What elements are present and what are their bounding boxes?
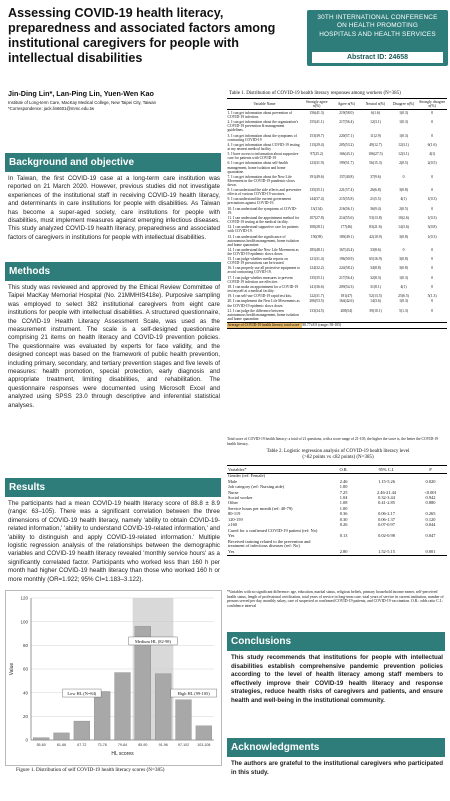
table-row bbox=[227, 197, 447, 206]
table1-cell: 217(56.4) bbox=[339, 275, 354, 280]
table1-cell: 155(41.1) bbox=[309, 120, 324, 125]
table2-cell: 0.942 bbox=[425, 495, 436, 501]
table2-cell: Gender (ref: Female) bbox=[228, 473, 266, 479]
table2-header-cell: O.R. bbox=[328, 466, 359, 474]
table-row bbox=[227, 133, 447, 142]
table2-cell: 0.07-0.97 bbox=[378, 522, 395, 528]
table1-cell: 2(0.5) bbox=[399, 206, 408, 211]
conclusions-text: This study recommends that institutions for people with intellectual disabilities establish comprehensive pandemic prevention policies according to the level of health literacy among staff members to effectively improve their COVID-19 health literacy and response strategies, reduce health risks of caregivers and patients, and ensure health and well-being in the institutional community. bbox=[231, 654, 443, 704]
table1-cell: 1. I can get information about prevention of COVID-19 infection. bbox=[227, 111, 293, 120]
table1-cell: 217(56.4) bbox=[339, 120, 354, 125]
x-tick-label: 55-60 bbox=[36, 743, 46, 747]
histogram-bar bbox=[155, 674, 171, 740]
acknowledgments-heading: Acknowledgments bbox=[227, 738, 445, 757]
table1-cell: 3(0.8) bbox=[399, 234, 408, 239]
table2-cell: 7.25 bbox=[339, 489, 348, 495]
table1-cell: 164(42.6) bbox=[339, 299, 354, 304]
table1-cell: 4(1) bbox=[400, 284, 407, 289]
affiliation: Institute of Long-term Care, MacKay Medical College, New Taipei City, Taiwan bbox=[8, 100, 157, 105]
poster-title: Assessing COVID-19 health literacy, preparedness and associated factors among institutional caregivers for people with intellectual disabilities bbox=[8, 6, 276, 65]
table1-cell: 0 bbox=[431, 174, 434, 179]
table2-cell: Service hours per month (ref: 40-79) bbox=[228, 505, 293, 511]
table1-cell: 224(58.2) bbox=[339, 266, 354, 271]
table2-note: *Variables with no significant difference: age, education, marital status, religious beliefs, primary household income earner, self-perceived health status, length of professional certification, total years of service in long-term care, total years of service in current institution, number of persons served per day, monthly salary, care of suspected or confirmed COVID-19 patients, and COVID-19 vaccination. O.R.: odds ratio C.I.: confidence interval bbox=[227, 590, 444, 608]
table1-cell: 4(1) bbox=[429, 152, 436, 157]
table1-cell: 216(56.1) bbox=[339, 206, 354, 211]
table2-cell: 1.04 bbox=[339, 495, 348, 501]
acknowledgments-text: The authors are grateful to the institutional caregivers who participated in this study. bbox=[231, 760, 443, 776]
affiliation-block bbox=[8, 100, 223, 112]
table1-cell: 15. I can judge whether media reports on COVID-19 precautions can be trusted. bbox=[227, 257, 288, 266]
group-label: Low HL (N=84) bbox=[67, 691, 97, 697]
methods-heading: Methods bbox=[5, 262, 221, 281]
y-tick-label: 60 bbox=[22, 666, 28, 672]
table1-cell: 189(49.1) bbox=[339, 234, 354, 239]
table1-cell: 11. I can understand the appointment method for COVID-19 testing at the medical facility. bbox=[227, 215, 300, 224]
table1-cell: 1(0.3) bbox=[399, 275, 408, 280]
histogram-bar bbox=[33, 738, 49, 740]
table1-cell: 31(8.1) bbox=[370, 284, 381, 289]
table1-cell: 1(0.3) bbox=[399, 299, 408, 304]
table-row bbox=[227, 308, 447, 322]
table2-cell: Male bbox=[228, 478, 238, 484]
table1-cell: 36(9.4) bbox=[370, 206, 381, 211]
table1-cell: 12(3.1) bbox=[398, 152, 409, 157]
table2-cell: 0.13 bbox=[339, 533, 348, 539]
table2-header-cell: P bbox=[414, 466, 447, 474]
table-row bbox=[227, 161, 447, 174]
table1-cell: 3(0.8) bbox=[399, 188, 408, 193]
table1 bbox=[227, 98, 447, 329]
table1-cell: 1(0.3) bbox=[427, 197, 437, 202]
table1-cell: 18. I can make an appointment for a COVID-19 test myself at a medical facility. bbox=[227, 284, 299, 294]
y-tick-label: 100 bbox=[20, 619, 28, 625]
table2-cell: 0.41-2.85 bbox=[378, 500, 395, 506]
results-heading: Results bbox=[5, 478, 221, 497]
histogram-bar bbox=[54, 733, 70, 740]
table1-cell: 0 bbox=[431, 247, 434, 252]
table1-cell: 1(0.3) bbox=[399, 133, 408, 138]
table-row bbox=[227, 234, 447, 247]
y-tick-label: 20 bbox=[22, 713, 28, 719]
histogram-bar bbox=[176, 700, 192, 740]
table1-note: Total score of COVID-19 health literacy: a total of 21 questions, with a score range of 21-105, the higher the score is, the better the COVID-19 health literacy. bbox=[227, 437, 439, 446]
table2-cell: Received training related to the prevention and treatment of infectious diseases (ref: No) bbox=[228, 538, 311, 549]
table2-cell: 80-119 bbox=[228, 511, 241, 517]
table1-cell: 196(50.9) bbox=[339, 257, 354, 262]
table1-cell: 0 bbox=[431, 266, 434, 271]
table2 bbox=[227, 465, 447, 556]
table2-cell bbox=[328, 539, 359, 549]
table1-cell: 167(43.4) bbox=[339, 247, 354, 252]
table1-cell: 4(1) bbox=[400, 197, 407, 202]
table1-cell: 21. I can judge the difference between autonomous health management, home isolation and home quarantine. bbox=[227, 308, 299, 321]
table1-cell: 83(21.6) bbox=[369, 225, 382, 230]
table1-cell: 16. I can properly use all protective equipment to avoid contracting COVID-19. bbox=[227, 266, 301, 275]
table2-cell: 0.044 bbox=[425, 522, 436, 528]
results-text: The participants had a mean COVID-19 health literacy score of 88.8 ± 8.9 (range: 63–105). There was a significant correlation between the three dimensions of COVID-19 health literacy, namely 'ability to obtain COVID-19-related information,' 'ability to understand COVID-19-related information,' and 'ability to distinguish and apply COVID-19-related information.' Multiple logistic regression analysis of the relationships between the demographic variables and COVID-19 health literacy revealed 'monthly service hours' as a significantly correlated factor. Participants who worked less than 160 h per month had higher COVID-19 health literacy than those who worked 160 h or more monthly (OR=1.922; 95% CI=1.183–3.122). bbox=[8, 500, 220, 583]
group-label: High HL (99-105) bbox=[177, 691, 210, 697]
table1-cell: 52(13.5) bbox=[369, 294, 382, 299]
table2-cell: 120-159 bbox=[228, 516, 243, 522]
table-row bbox=[227, 215, 447, 224]
table1-cell: 8. I can understand the side effects and preventive effects of various COVID-19 vaccines. bbox=[227, 188, 302, 197]
table1-cell: 221(57.4) bbox=[339, 188, 354, 193]
table-row bbox=[227, 275, 447, 284]
table1-cell: 1(0.3) bbox=[399, 120, 408, 125]
table2-cell: <0.001 bbox=[424, 489, 437, 495]
table-row bbox=[227, 257, 447, 266]
table1-cell: 1(0.3) bbox=[427, 215, 437, 220]
background-text: In Taiwan, the first COVID-19 case at a long-term care institution was reported on 21 March 2020. However, previous studies did not investigate experiences of the institutional staff in receiving COVID-19 health literacy, and determinants in care institutions for people with disabilities. As Taiwan has become a super-aged society, care institutions for people with disabilities, must implement measures against emerging infectious diseases. This study analyzed COVID-19 health literacy, preparedness and associated factors of caregivers in institutions for people with intellectual disabilities. bbox=[8, 175, 220, 241]
table1-cell: 0 bbox=[431, 308, 434, 313]
table1-cell: 215(55.8) bbox=[339, 197, 354, 202]
table2-cell bbox=[359, 539, 414, 549]
x-tick-label: 97-102 bbox=[177, 743, 190, 747]
table1-cell: 42(10.9) bbox=[369, 234, 382, 239]
table1-cell: 14. I can understand the New Life Movement as the COVID-19 epidemic slows down. bbox=[227, 247, 299, 256]
table1-cell: 5. I have access to information about supportive care for patients with COVID-19 bbox=[227, 152, 299, 161]
table2-header-cell: 95% C.I. bbox=[359, 466, 414, 474]
table1-cell: 0 bbox=[431, 299, 434, 304]
table1-cell: 177(46) bbox=[340, 225, 353, 230]
table1-cell: 21(5.5) bbox=[370, 197, 381, 202]
table2-cell: 0.880 bbox=[425, 500, 436, 506]
x-tick-label: 61-66 bbox=[56, 743, 67, 747]
table1-cell: 56(15.3) bbox=[369, 161, 382, 166]
table1-cell: 0 bbox=[402, 174, 405, 179]
table2-cell: 0.265 bbox=[425, 511, 436, 517]
group-label: Medium HL (82-98) bbox=[135, 638, 171, 644]
y-axis-label: Value bbox=[9, 662, 15, 676]
methods-text: This study was reviewed and approved by the Ethical Review Committee of Taipei MacKay Memorial Hospital (No. 21MMHIS418e). Purposive sampling was employed to select 382 institutional caregivers from eight care institutions for people with intellectual disabilities. A structured questionnaire, the COVID-19 Health Literacy Assessment Scale, was used as the measurement instrument. The scale is a self-designed questionnaire comprising 21 items on health literacy and COVID-19 prevention policies. The questionnaire was evaluated by experts for face validity, and the designed concept was based on the framework of public health prevention, including primary, secondary, and tertiary prevention stages and five levels of measures: health promotion, special protection, early diagnosis and appropriate treatment, limiting disabilities, and rehabilitation. The questionnaire responses were documented using Microsoft Excel and analyzed using SPSS 23.0 through descriptive and inferential statistical analyses. bbox=[8, 284, 220, 409]
table1-cell: 2. I can get information about the organization's COVID-19 prevention & management guidelines. bbox=[227, 120, 299, 133]
table2-cell: Other bbox=[228, 500, 238, 506]
table1-cell: 17. I can judge whether measures to prevent COVID-19 infection are effective. bbox=[227, 275, 293, 284]
x-axis-label: HL scores bbox=[111, 751, 134, 757]
table-row bbox=[227, 225, 447, 234]
table1-cell: 6. I can get information about self-health management, home isolation and home quarantine. bbox=[227, 161, 288, 174]
table1-header-cell: Strongly agree n(%) bbox=[302, 99, 332, 110]
table-row bbox=[227, 266, 447, 275]
table1-cell: 185(48.1) bbox=[309, 247, 324, 252]
conference-line: HOSPITALS AND HEALTH SERVICES bbox=[319, 30, 436, 38]
x-tick-label: 85-90 bbox=[138, 743, 148, 747]
x-tick-label: 67-72 bbox=[77, 743, 87, 747]
table2-cell: 0.120 bbox=[425, 516, 436, 522]
x-tick-label: 91-96 bbox=[158, 743, 168, 747]
table-row bbox=[227, 206, 447, 215]
table1-header-cell: Disagree n(%) bbox=[390, 99, 418, 110]
table-row bbox=[227, 188, 447, 197]
table1-cell: 0 bbox=[431, 275, 434, 280]
table1-cell: 3(0.8) bbox=[399, 257, 408, 262]
table1-cell: 0 bbox=[402, 247, 405, 252]
table1-cell: 3(0.8) bbox=[427, 225, 437, 230]
table2-cell: Job category (ref: Nursing aide) bbox=[228, 484, 285, 490]
table1-cell: 181(47) bbox=[340, 294, 353, 299]
table1-cell: 5(1.3) bbox=[399, 308, 408, 313]
table1-cell: 3. I can get information about the symptoms of contracting COVID-19 bbox=[227, 133, 297, 142]
table1-cell: 107(27.8) bbox=[309, 215, 324, 220]
table1-cell: 199(51.7) bbox=[339, 161, 354, 166]
table2-cell: Social worker bbox=[228, 495, 253, 501]
table1-cell: 49(12.7) bbox=[369, 142, 382, 147]
table2-title-block bbox=[229, 449, 447, 461]
histogram-bar bbox=[196, 726, 212, 740]
table1-cell: 1(0.3) bbox=[427, 234, 437, 239]
table2-cell: Yes bbox=[228, 533, 235, 539]
table1-cell: 123(31.9) bbox=[309, 161, 324, 166]
conference-line: ON HEALTH PROMOTING bbox=[336, 22, 419, 30]
table1-cell: 166(43.1) bbox=[339, 152, 354, 157]
table1-header-cell: Neutral n(%) bbox=[361, 99, 390, 110]
table1-cell: 9. I can understand the current government precautions against COVID-19. bbox=[227, 197, 291, 206]
table2-cell: 1.08 bbox=[339, 500, 348, 506]
table1-cell: 124(32.2) bbox=[309, 266, 324, 271]
table1-cell: 3(0.8) bbox=[399, 266, 408, 271]
table1-cell: 209(54.3) bbox=[339, 284, 354, 289]
table2-cell: 1.00 bbox=[339, 505, 348, 511]
table-row bbox=[227, 550, 447, 556]
table1-cell: 220(57.1) bbox=[339, 133, 354, 138]
table1-cell: 13(134) bbox=[310, 206, 323, 211]
table1-cell: 19. I can self-use COVID-19 rapid test kits. bbox=[227, 294, 292, 299]
table1-cell: 141(36.6) bbox=[309, 284, 324, 289]
table1-cell: 10(2.6) bbox=[398, 215, 409, 220]
table1-title: Table 1. Distribution of COVID-19 health literacy responses among workers (N=385) bbox=[229, 91, 401, 96]
background-heading: Background and objective bbox=[5, 153, 221, 172]
table1-total-label: Average of COVID-19 health literacy total score bbox=[227, 322, 302, 328]
table1-cell: 106(27.5) bbox=[368, 152, 383, 157]
table-row bbox=[227, 120, 447, 133]
conference-line: 30TH INTERNATIONAL CONFERENCE bbox=[317, 14, 438, 21]
hl-score-histogram bbox=[5, 590, 222, 766]
table2-cell: 0.047 bbox=[425, 533, 436, 539]
table1-cell: 191(49.6) bbox=[309, 174, 324, 179]
table1-cell: 5(1.3) bbox=[427, 294, 437, 299]
histogram-bar bbox=[94, 691, 110, 740]
table2-cell: 0.06-1.37 bbox=[378, 516, 395, 522]
table1-cell: 0 bbox=[431, 188, 434, 193]
histogram-bar bbox=[115, 673, 131, 740]
table2-cell: 0.32-3.44 bbox=[378, 495, 395, 501]
table1-cell: 214(55.6) bbox=[339, 215, 354, 220]
table1-header-cell: Agree n(%) bbox=[332, 99, 362, 110]
table1-cell: 2(0.5) bbox=[427, 161, 437, 166]
table1-cell: 39(10.1) bbox=[369, 308, 382, 313]
table2-cell: 1.52-5.15 bbox=[359, 550, 414, 556]
table1-cell: 26(6.8) bbox=[370, 188, 381, 193]
table1-cell: 12(3.1) bbox=[398, 142, 409, 147]
table2-cell: Yes bbox=[227, 550, 328, 556]
x-tick-label: 103-108 bbox=[197, 743, 211, 747]
table2-cell: 0.26 bbox=[339, 522, 348, 528]
table1-cell: 20. I can implement the New Life Movements as the COVID-19 epidemic slows down. bbox=[227, 299, 300, 308]
table1-cell: 97(25.2) bbox=[310, 152, 323, 157]
table2-cell bbox=[414, 539, 447, 549]
table-row bbox=[227, 299, 447, 308]
table1-cell: 7. I can get information about the New Life Movement in the COVID-19 pandemic slows down. bbox=[227, 174, 295, 187]
table1-cell: 150(39) bbox=[310, 234, 323, 239]
authors: Jin-Ding Lin*, Lan-Ping Lin, Yuen-Wen Kao bbox=[8, 89, 154, 98]
table1-cell: 144(37.4) bbox=[309, 197, 324, 202]
abstract-id: Abstract ID: 24658 bbox=[312, 52, 443, 63]
table1-header-cell: Strongly disagree n(%) bbox=[419, 100, 446, 109]
table2-header-cell: Variables* bbox=[227, 466, 328, 474]
table-row bbox=[227, 539, 447, 549]
table1-cell: 6(1.6) bbox=[371, 111, 380, 115]
table-row bbox=[227, 110, 447, 120]
table1-cell: 10. I can understand the symptoms of COVID-19. bbox=[227, 206, 297, 215]
table2-cell: ≥160 bbox=[228, 522, 237, 528]
table2-cell: 2.46 bbox=[339, 478, 348, 484]
table1-cell: 4. I can get information about COVID-19 testing at my nearest medical facility bbox=[227, 142, 300, 151]
table2-cell: 1.15-5.26 bbox=[378, 478, 395, 484]
table1-cell: 11(2.9) bbox=[370, 133, 381, 138]
table2-subtitle: (>82 points vs ≤82 points) (N=385) bbox=[302, 455, 374, 460]
table2-cell: Nurse bbox=[228, 489, 239, 495]
x-tick-label: 79-84 bbox=[117, 743, 128, 747]
table1-cell: 33(8.6) bbox=[370, 247, 381, 252]
table-row bbox=[227, 247, 447, 256]
y-tick-label: 80 bbox=[22, 642, 28, 648]
table1-cell: 157(40.8) bbox=[339, 174, 354, 179]
table1-cell: 0 bbox=[431, 206, 434, 211]
table1-cell: 153(39.7) bbox=[309, 133, 324, 138]
table2-cell: 0.36 bbox=[339, 511, 348, 517]
table1-cell: 14(3.6) bbox=[398, 225, 409, 230]
table1-cell: 65(16.9) bbox=[369, 257, 382, 262]
table1-cell: 208(54) bbox=[340, 308, 353, 313]
table1-cell: 0 bbox=[431, 133, 434, 138]
table1-cell: 206(53.5) bbox=[309, 299, 324, 304]
table1-cell: 53(13.8) bbox=[369, 215, 382, 220]
table2-title: Table 2. Logistic regression analysis of COVID-19 health literacy level bbox=[266, 449, 410, 454]
y-tick-label: 40 bbox=[22, 690, 28, 696]
table1-cell: 37(9.6) bbox=[370, 174, 381, 179]
table2-cell: 0.001 bbox=[414, 550, 447, 556]
table1-cell: 219(58.0) bbox=[339, 111, 354, 115]
table2-cell: 1.00 bbox=[339, 484, 348, 490]
table1-cell: 113(29.4) bbox=[309, 142, 324, 147]
table2-cell: 2.80 bbox=[328, 550, 359, 556]
table1-cell: 12. I can understand supportive care for patients with COVID-19. bbox=[227, 225, 299, 234]
table1-cell: 0 bbox=[431, 257, 434, 262]
figure-caption: Figure 1. Distribution of self COVID-19 health literacy scores (N=385) bbox=[16, 767, 165, 773]
conclusions-heading: Conclusions bbox=[227, 632, 445, 651]
table2-cell: 0.020 bbox=[425, 478, 436, 484]
x-tick-label: 73-78 bbox=[97, 743, 107, 747]
table1-header-cell: Variable Name bbox=[227, 99, 302, 110]
table-row bbox=[227, 152, 447, 161]
table1-cell: 32(8.3) bbox=[370, 275, 381, 280]
y-tick-label: 120 bbox=[20, 595, 28, 601]
table1-cell: 1(0.3) bbox=[399, 111, 408, 115]
table1-total-value: 88.77±8.9 (range: 58-105) bbox=[302, 322, 447, 328]
table1-cell: 13. I can understand the significance of autonomous health management, home isolation and home quarantine. bbox=[227, 234, 299, 247]
table2-cell: 2.46-21.44 bbox=[376, 489, 396, 495]
table1-cell: 2(0.5) bbox=[399, 161, 408, 166]
table1-cell: 14(3.6) bbox=[370, 299, 381, 304]
table1-cell: 135(35.1) bbox=[309, 275, 324, 280]
conference-banner bbox=[307, 10, 448, 66]
table2-cell: 0.30 bbox=[339, 516, 348, 522]
table1-cell: 205(53.2) bbox=[339, 142, 354, 147]
table2-cell: Cared for a confirmed COVID-19 patient (ref: No) bbox=[228, 527, 318, 533]
y-tick-label: 0 bbox=[25, 737, 28, 743]
histogram-bar bbox=[74, 721, 90, 740]
table1-cell: 34(8.8) bbox=[370, 266, 381, 271]
table1-cell: 156(41.3) bbox=[309, 111, 324, 115]
table1-cell: 6(1.6) bbox=[427, 142, 437, 147]
table1-cell: 133(34.5) bbox=[309, 308, 324, 313]
table1-cell: 0 bbox=[431, 284, 434, 289]
table2-cell: 0.06-2.17 bbox=[378, 511, 395, 517]
table-row bbox=[227, 284, 447, 293]
table1-cell: 122(31.7) bbox=[309, 294, 324, 299]
table1-cell: 108(28.1) bbox=[309, 225, 324, 230]
table1-cell: 135(35.1) bbox=[309, 188, 324, 193]
table1-cell: 25(6.5) bbox=[398, 294, 409, 299]
table1-cell: 12(3.1) bbox=[370, 120, 381, 125]
table1-cell: 121(31.4) bbox=[309, 257, 324, 262]
correspondence: *Correspondence: jack.lin6601@mmc.edu.tw bbox=[8, 106, 95, 111]
table2-cell: 0.02-0.98 bbox=[378, 533, 395, 539]
table-row bbox=[227, 142, 447, 151]
table1-cell: 0 bbox=[431, 111, 434, 115]
table1-total-row bbox=[227, 322, 447, 328]
table1-cell: 0 bbox=[431, 120, 434, 125]
table-row bbox=[227, 174, 447, 187]
